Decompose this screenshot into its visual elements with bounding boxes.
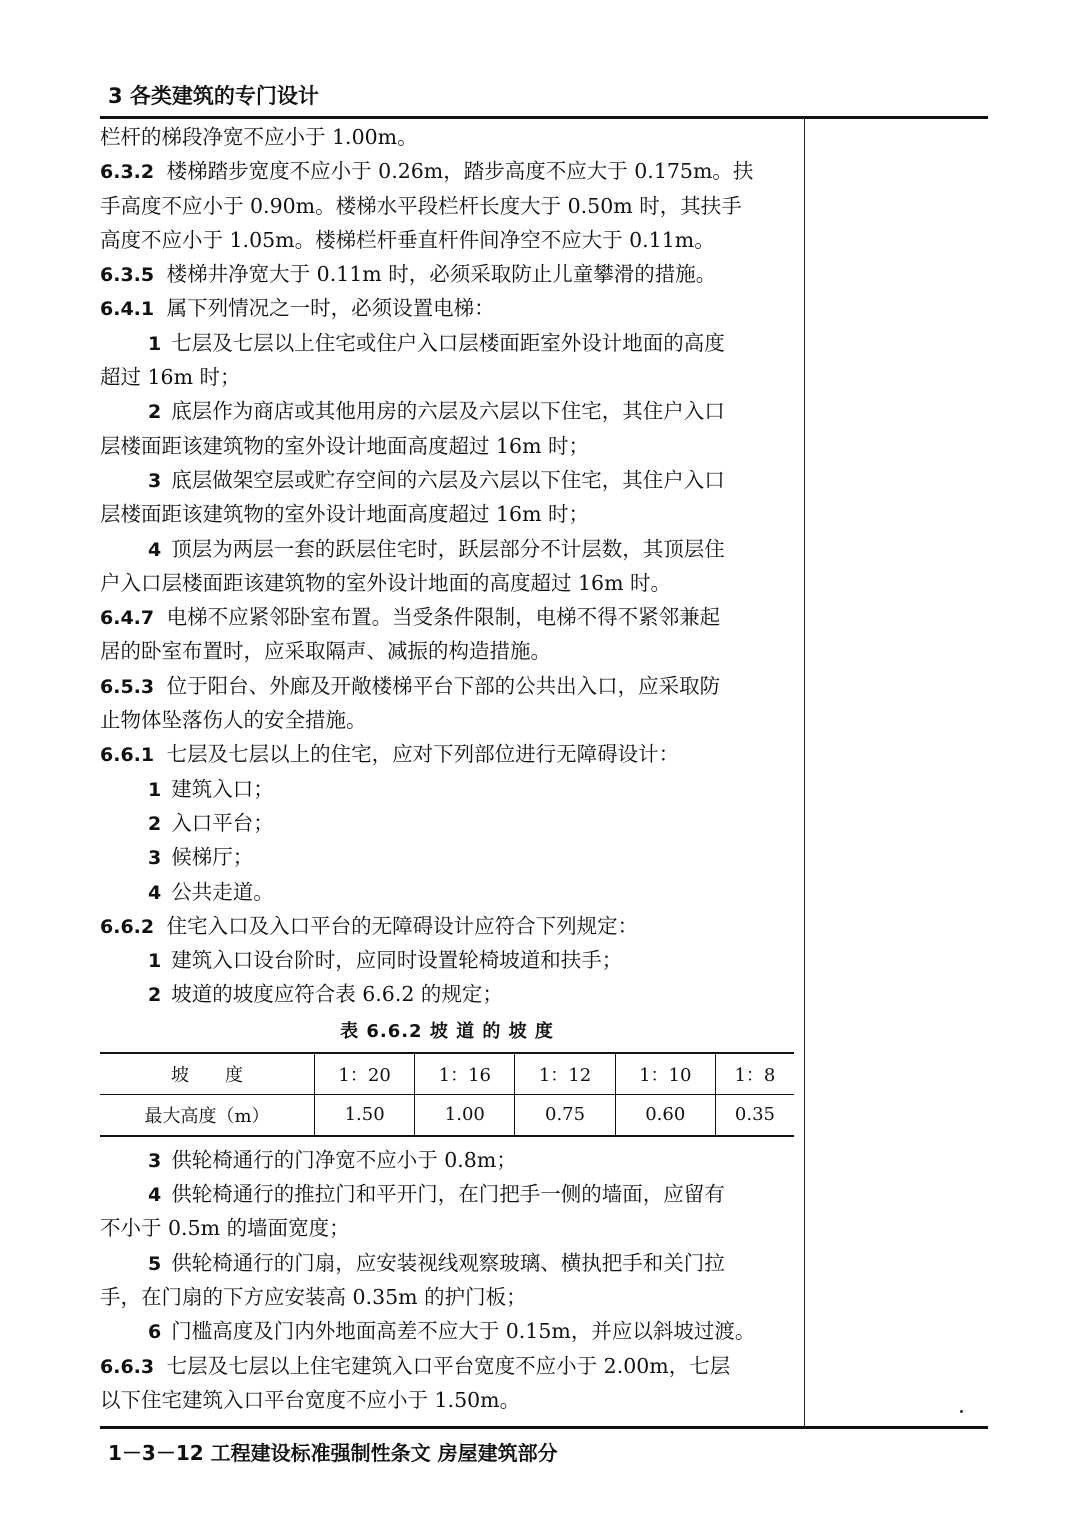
text-line: 止物体坠落伤人的安全措施。 bbox=[100, 708, 367, 733]
clause-6-6-3 bbox=[100, 1349, 794, 1383]
text-line: 公共走道。 bbox=[171, 879, 274, 904]
text-line: 坡道的坡度应符合表 6.6.2 的规定； bbox=[171, 982, 503, 1007]
text-line: 供轮椅通行的门净宽不应小于 0.8m； bbox=[171, 1147, 517, 1172]
clause-6-3-5 bbox=[100, 257, 794, 291]
text-line: 属下列情况之一时，必须设置电梯： bbox=[166, 296, 495, 321]
list-item bbox=[100, 532, 794, 566]
clause-number: 6.5.3 bbox=[100, 675, 155, 698]
text-line: 手，在门扇的下方应安装高 0.35m 的护门板； bbox=[100, 1284, 527, 1309]
clause-6-6-1 bbox=[100, 737, 794, 771]
list-item bbox=[100, 806, 794, 840]
clause-6-5-3 bbox=[100, 669, 794, 703]
table-cell: 1.00 bbox=[415, 1094, 515, 1136]
table-cell: 1：8 bbox=[715, 1053, 794, 1095]
list-item bbox=[100, 772, 794, 806]
slope-table bbox=[100, 1052, 794, 1137]
table-cell: 1：16 bbox=[415, 1053, 515, 1095]
table-cell: 0.75 bbox=[515, 1094, 615, 1136]
header-rule bbox=[100, 116, 988, 119]
table-cell: 0.60 bbox=[615, 1094, 715, 1136]
item-number: 3 bbox=[148, 469, 162, 492]
clause-number: 6.6.1 bbox=[100, 744, 155, 767]
item-number: 5 bbox=[148, 1252, 162, 1275]
text-line: 建筑入口； bbox=[171, 776, 274, 801]
text-line: 位于阳台、外廊及开敞楼梯平台下部的公共出入口，应采取防 bbox=[166, 673, 721, 698]
list-item bbox=[100, 394, 794, 428]
text-line: 电梯不应紧邻卧室布置。当受条件限制，电梯不得不紧邻兼起 bbox=[166, 605, 721, 630]
text-line: 七层及七层以上住宅建筑入口平台宽度不应小于 2.00m，七层 bbox=[166, 1353, 731, 1378]
scan-speck bbox=[960, 1410, 963, 1413]
text-line: 户入口层楼面距该建筑物的室外设计地面的高度超过 16m 时。 bbox=[100, 570, 672, 595]
text-line: 手高度不应小于 0.90m。楼梯水平段栏杆长度大于 0.50m 时，其扶手 bbox=[100, 193, 742, 218]
text-line: 不小于 0.5m 的墙面宽度； bbox=[100, 1216, 350, 1241]
clause-number: 6.6.2 bbox=[100, 915, 155, 938]
page-footer: 1－3－12 工程建设标准强制性条文 房屋建筑部分 bbox=[108, 1441, 558, 1465]
text-line: 供轮椅通行的推拉门和平开门，在门把手一侧的墙面，应留有 bbox=[171, 1182, 725, 1207]
text-line: 顶层为两层一套的跃层住宅时，跃层部分不计层数，其顶层住 bbox=[171, 536, 725, 561]
item-number: 3 bbox=[148, 847, 162, 870]
list-item bbox=[100, 1314, 794, 1348]
list-item bbox=[100, 1143, 794, 1177]
clause-6-3-2 bbox=[100, 154, 794, 188]
table-cell: 1：20 bbox=[315, 1053, 415, 1095]
table-cell: 0.35 bbox=[715, 1094, 794, 1136]
clause-6-4-7 bbox=[100, 600, 794, 634]
table-row bbox=[100, 1094, 794, 1136]
list-item bbox=[100, 977, 794, 1011]
text-line: 高度不应小于 1.05m。楼梯栏杆垂直杆件间净空不应大于 0.11m。 bbox=[100, 227, 715, 252]
text-line: 七层及七层以上住宅或住户入口层楼面距室外设计地面的高度 bbox=[171, 330, 725, 355]
list-item bbox=[100, 1177, 794, 1211]
text-line: 住宅入口及入口平台的无障碍设计应符合下列规定： bbox=[166, 913, 639, 938]
text-line: 居的卧室布置时，应采取隔声、减振的构造措施。 bbox=[100, 639, 551, 664]
footer-rule bbox=[100, 1426, 988, 1429]
clause-6-4-1 bbox=[100, 291, 794, 325]
text-line: 供轮椅通行的门扇，应安装视线观察玻璃、横执把手和关门拉 bbox=[171, 1250, 725, 1275]
text-line: 七层及七层以上的住宅，应对下列部位进行无障碍设计： bbox=[166, 742, 680, 767]
item-number: 2 bbox=[148, 812, 162, 835]
table-cell: 1：12 bbox=[515, 1053, 615, 1095]
text-line: 门槛高度及门内外地面高差不应大于 0.15m，并应以斜坡过渡。 bbox=[171, 1319, 756, 1344]
row-header: 坡 度 bbox=[100, 1053, 315, 1095]
list-item bbox=[100, 943, 794, 977]
clause-number: 6.3.2 bbox=[100, 161, 155, 184]
item-number: 4 bbox=[148, 881, 162, 904]
item-number: 1 bbox=[148, 778, 162, 801]
page-header: 3 各类建筑的专门设计 bbox=[108, 84, 319, 108]
list-item bbox=[100, 840, 794, 874]
item-number: 4 bbox=[148, 1184, 162, 1207]
item-number: 1 bbox=[148, 950, 162, 973]
margin-rule bbox=[804, 118, 805, 1426]
text-line: 候梯厅； bbox=[171, 845, 254, 870]
list-item bbox=[100, 875, 794, 909]
row-header: 最大高度（m） bbox=[100, 1094, 315, 1136]
table-row bbox=[100, 1053, 794, 1095]
list-item bbox=[100, 1246, 794, 1280]
text-line: 楼梯井净宽大于 0.11m 时，必须采取防止儿童攀滑的措施。 bbox=[166, 262, 717, 287]
text-line: 层楼面距该建筑物的室外设计地面高度超过 16m 时； bbox=[100, 433, 590, 458]
text-line: 栏杆的梯段净宽不应小于 1.00m。 bbox=[100, 125, 418, 149]
item-number: 2 bbox=[148, 984, 162, 1007]
text-line: 以下住宅建筑入口平台宽度不应小于 1.50m。 bbox=[100, 1387, 521, 1412]
item-number: 3 bbox=[148, 1149, 162, 1172]
text-line: 楼梯踏步宽度不应小于 0.26m，踏步高度不应大于 0.175m。扶 bbox=[166, 159, 754, 184]
text-line: 底层作为商店或其他用房的六层及六层以下住宅，其住户入口 bbox=[171, 399, 725, 424]
list-item bbox=[100, 463, 794, 497]
clause-number: 6.4.1 bbox=[100, 298, 155, 321]
table-caption: 表 6.6.2 坡 道 的 坡 度 bbox=[340, 1020, 554, 1042]
text-line: 建筑入口设台阶时，应同时设置轮椅坡道和扶手； bbox=[171, 948, 623, 973]
item-number: 6 bbox=[148, 1321, 162, 1344]
item-number: 1 bbox=[148, 332, 162, 355]
clause-number: 6.6.3 bbox=[100, 1355, 155, 1378]
table-cell: 1.50 bbox=[315, 1094, 415, 1136]
text-line: 入口平台； bbox=[171, 810, 274, 835]
item-number: 2 bbox=[148, 401, 162, 424]
item-number: 4 bbox=[148, 538, 162, 561]
text-line: 层楼面距该建筑物的室外设计地面高度超过 16m 时； bbox=[100, 502, 590, 527]
clause-6-6-2 bbox=[100, 909, 794, 943]
list-item bbox=[100, 326, 794, 360]
page-body bbox=[100, 120, 794, 1417]
clause-number: 6.3.5 bbox=[100, 264, 155, 287]
clause-number: 6.4.7 bbox=[100, 607, 155, 630]
table-cell: 1：10 bbox=[615, 1053, 715, 1095]
text-line: 超过 16m 时； bbox=[100, 365, 241, 390]
text-line: 底层做架空层或贮存空间的六层及六层以下住宅，其住户入口 bbox=[171, 467, 725, 492]
